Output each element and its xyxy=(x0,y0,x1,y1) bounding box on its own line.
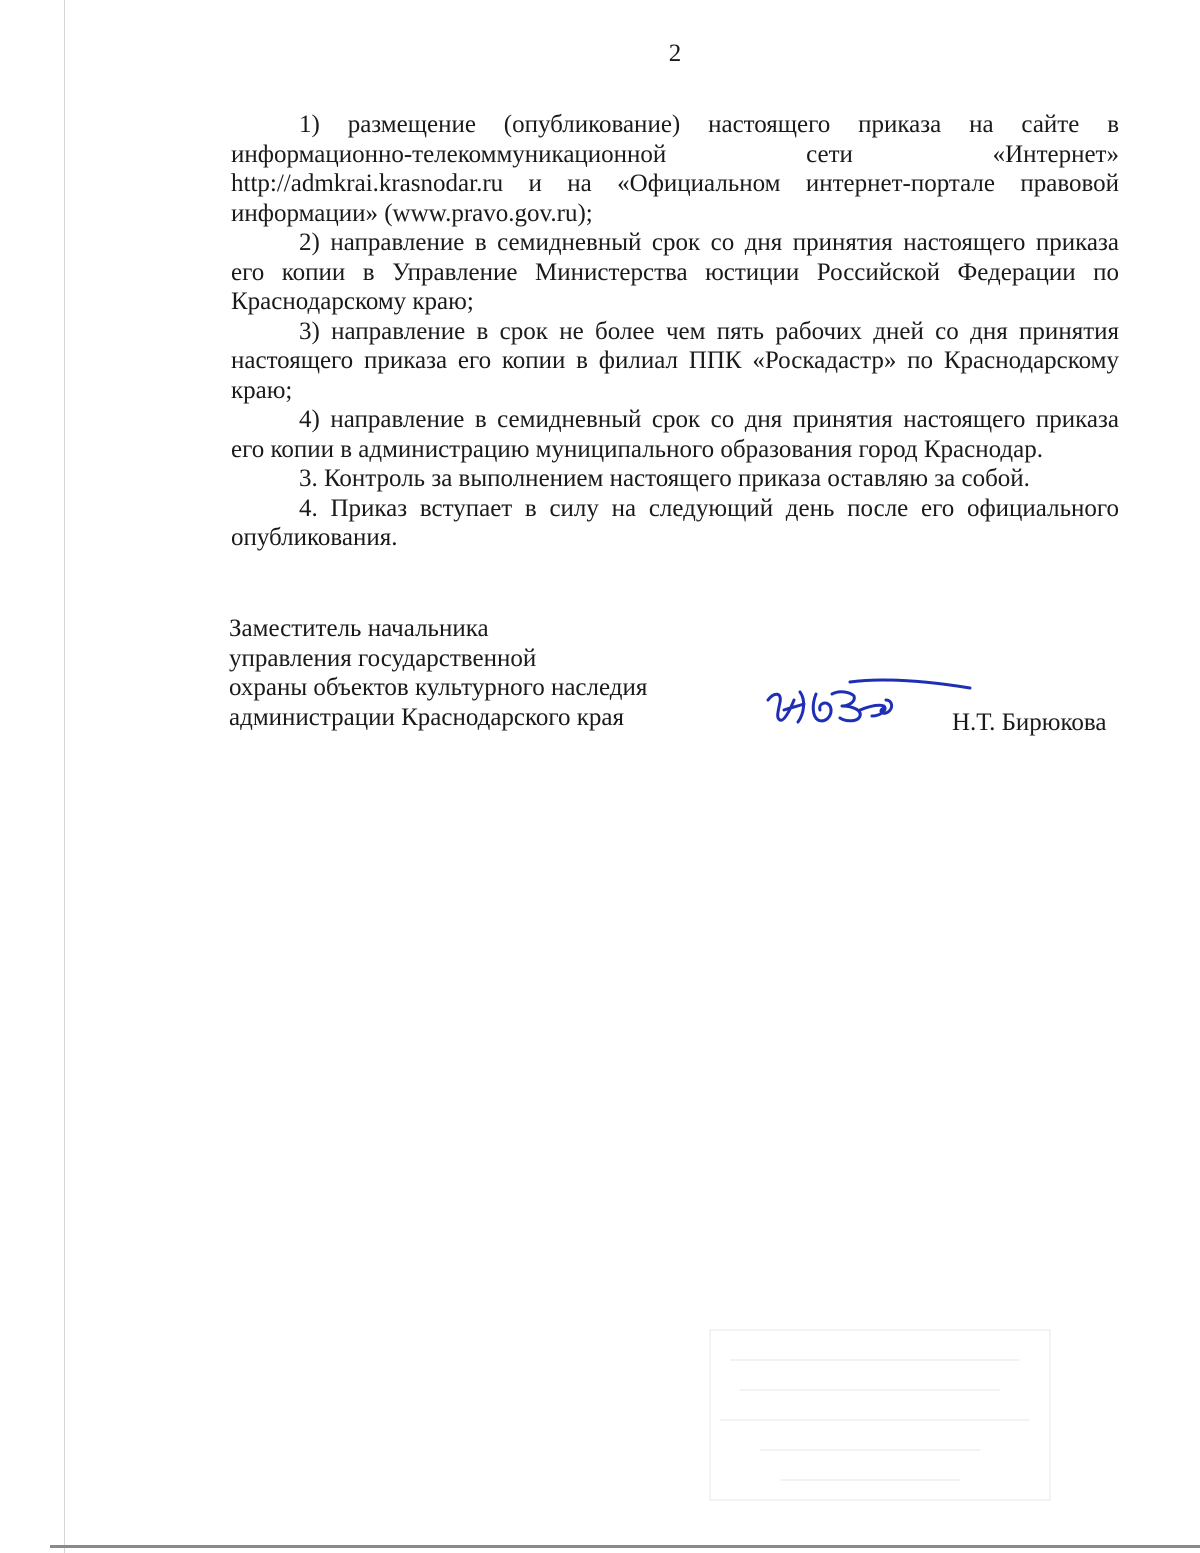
position-line-1: Заместитель начальника xyxy=(229,615,489,642)
handwritten-signature-icon xyxy=(760,670,975,740)
position-line-2: управления государственной xyxy=(229,644,537,672)
paragraph-3: 3) направление в срок не более чем пять рабочих дней со дня принятия настоящего приказа его копии в филиал ППК «Роскадастр» по Краснодарскому краю; xyxy=(231,317,1119,404)
document-body xyxy=(231,110,1119,553)
position-line-3: охраны объектов культурного наследия xyxy=(229,674,648,701)
position-line-4: администрации Краснодарского края xyxy=(229,703,625,731)
paragraph-2: 2) направление в семидневный срок со дня принятия настоящего приказа его копии в Управление Министерства юстиции Российской Федерации по Краснодарскому краю; xyxy=(231,229,1119,315)
scan-bottom-edge xyxy=(50,1545,1200,1548)
paragraph-1-part-1: 1) размещение (опубликование) настоящего приказа на сайте в информационно-телекоммуникационной сети «Интернет» xyxy=(231,111,1119,168)
paragraph-1-part-2: http://admkrai.krasnodar.ru и на «Официальном интернет-портале правовой информации» (www.pravo.gov.ru); xyxy=(231,170,1119,227)
scan-left-edge xyxy=(64,0,65,1553)
signatory-position xyxy=(229,614,647,732)
faint-stamp-icon xyxy=(700,1320,1060,1510)
paragraph-control: 3. Контроль за выполнением настоящего приказа оставляю за собой. xyxy=(299,465,1030,492)
paragraph-effective-date: 4. Приказ вступает в силу на следующий день после его официального опубликования. xyxy=(231,494,1119,551)
paragraph-4: 4) направление в семидневный срок со дня принятия настоящего приказа его копии в администрацию муниципального образования город Краснодар. xyxy=(231,406,1119,463)
page-number: 2 xyxy=(668,40,682,67)
signer-name: Н.Т. Бирюкова xyxy=(952,709,1107,736)
